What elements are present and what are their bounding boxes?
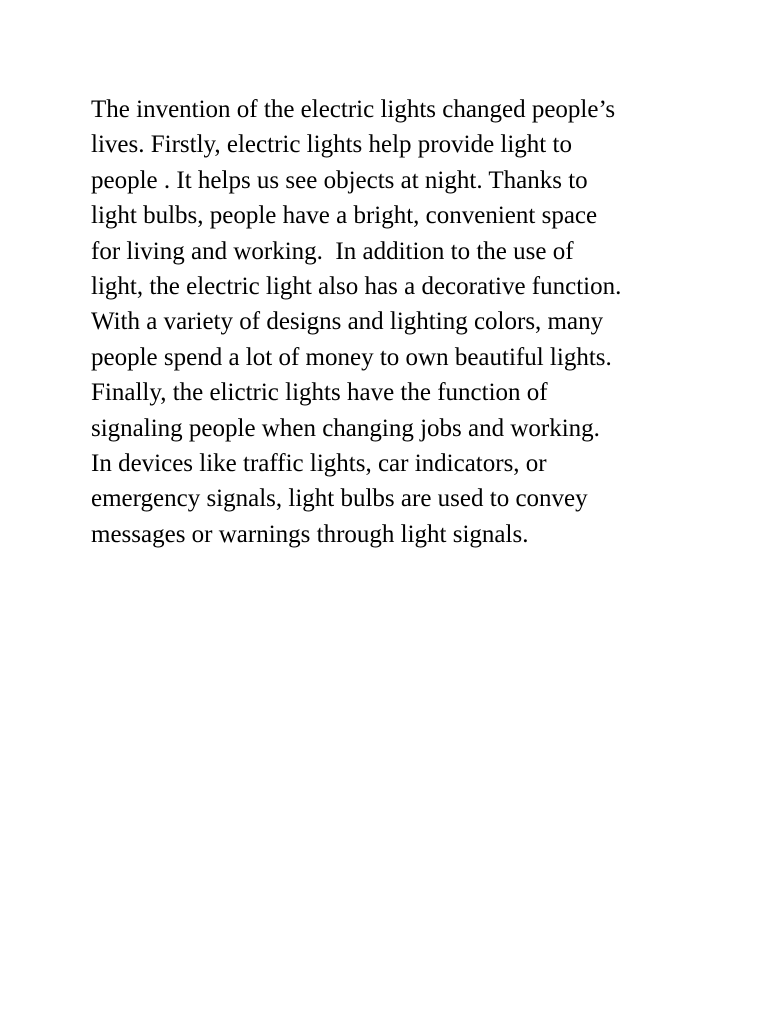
text-line-6: light, the electric light also has a decorative function. [91, 273, 622, 301]
text-line-13: messages or warnings through light signals. [91, 520, 529, 548]
text-line-11: In devices like traffic lights, car indicators, or [91, 450, 547, 478]
body-paragraph [91, 92, 691, 552]
text-line-9: Finally, the elictric lights have the function of [91, 379, 548, 407]
text-line-12: emergency signals, light bulbs are used to convey [91, 485, 588, 513]
text-line-2: lives. Firstly, electric lights help provide light to [91, 131, 572, 159]
text-line-3: people . It helps us see objects at night. Thanks to [91, 166, 588, 194]
text-line-1: The invention of the electric lights changed people’s [91, 96, 616, 123]
text-line-5: for living and working. In addition to the use of [91, 237, 574, 265]
text-line-7: With a variety of designs and lighting colors, many [91, 308, 604, 336]
text-line-8: people spend a lot of money to own beautiful lights. [91, 343, 612, 371]
text-line-10: signaling people when changing jobs and working. [91, 414, 600, 442]
text-line-4: light bulbs, people have a bright, convenient space [91, 202, 598, 230]
